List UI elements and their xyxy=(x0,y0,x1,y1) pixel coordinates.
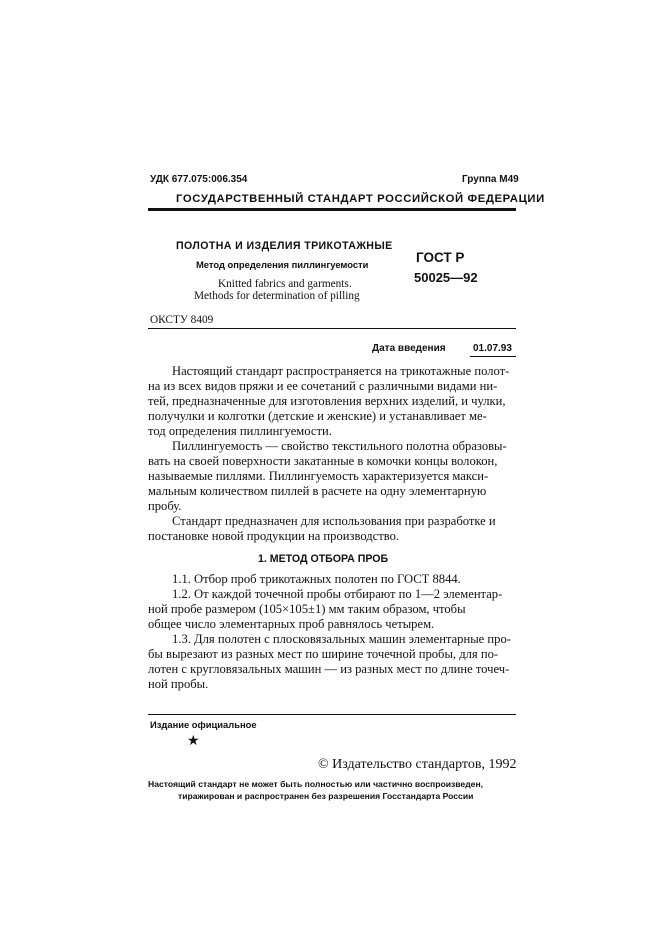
header-rule-thick xyxy=(148,208,516,211)
text-line: Стандарт предназначен для использования при разработке и xyxy=(172,514,496,528)
text-line: ной пробе размером (105×105±1) мм таким образом, чтобы xyxy=(148,602,466,616)
intro-date-value: 01.07.93 xyxy=(473,343,512,354)
text-line: 1.2. От каждой точечной пробы отбирают по 1—2 элементар- xyxy=(172,587,503,601)
text-line: постановке новой продукции на производство. xyxy=(148,529,400,543)
text-line: тей, предназначенные для изготовления верхних изделий, и чулки, xyxy=(148,394,506,408)
group-code: Группа М49 xyxy=(462,174,519,185)
intro-date-label: Дата введения xyxy=(372,343,446,354)
text-line: общее число элементарных проб равнялось четырем. xyxy=(148,617,435,631)
paragraph-definition xyxy=(148,439,516,514)
paragraph-scope xyxy=(148,364,516,439)
text-line: тод определения пиллингуемости. xyxy=(148,424,332,438)
text-line: ной пробы. xyxy=(148,677,209,691)
section-title: 1. МЕТОД ОТБОРА ПРОБ xyxy=(258,553,389,565)
text-line: мальным количеством пиллей в расчете на одну элементарную xyxy=(148,484,487,498)
title-rule xyxy=(148,328,516,329)
title-english-1: Knitted fabrics and garments. xyxy=(218,278,352,290)
clause-1-2 xyxy=(148,587,516,632)
star-icon: ★ xyxy=(187,734,200,749)
standard-title: ГОСУДАРСТВЕННЫЙ СТАНДАРТ РОССИЙСКОЙ ФЕДЕРАЦИИ xyxy=(176,193,545,205)
text-line: вать на своей поверхности закатанные в комочки концы волокон, xyxy=(148,454,498,468)
clause-1-3 xyxy=(148,632,516,692)
paragraph-purpose xyxy=(148,514,516,544)
copyright-line: © Издательство стандартов, 1992 xyxy=(318,757,517,772)
footer-rule xyxy=(148,714,516,715)
reproduction-notice-1: Настоящий стандарт не может быть полностью или частично воспроизведен, xyxy=(148,779,484,789)
text-line: лотен с кругловязальных машин — из разных мест по длине точеч- xyxy=(148,662,510,676)
text-line: получулки и колготки (детские и женские) и устанавливает ме- xyxy=(148,409,487,423)
text-line: Пиллингуемость — свойство текстильного полотна образовы- xyxy=(172,439,507,453)
document-subtitle: Метод определения пиллингуемости xyxy=(196,259,369,270)
okstu-code: ОКСТУ 8409 xyxy=(150,314,214,326)
title-english-2: Methods for determination of pilling xyxy=(194,290,360,302)
text-line: 1.1. Отбор проб трикотажных полотен по ГОСТ 8844. xyxy=(172,572,461,586)
reproduction-notice-2: тиражирован и распространен без разрешения Госстандарта России xyxy=(178,791,474,801)
text-line: Настоящий стандарт распространяется на трикотажные полот- xyxy=(172,364,510,378)
text-line: пробу. xyxy=(148,499,182,513)
document-title: ПОЛОТНА И ИЗДЕЛИЯ ТРИКОТАЖНЫЕ xyxy=(176,240,393,252)
intro-date-underline xyxy=(470,356,516,357)
gost-number: 50025—92 xyxy=(414,270,478,285)
udk-code: УДК 677.075:006.354 xyxy=(150,174,248,185)
official-edition: Издание официальное xyxy=(150,719,257,730)
text-line: бы вырезают из разных мест по ширине точечной пробы, для по- xyxy=(148,647,499,661)
text-line: называемые пиллями. Пиллингуемость характеризуется макси- xyxy=(148,469,489,483)
gost-label: ГОСТ Р xyxy=(416,250,465,265)
text-line: на из всех видов пряжи и ее сочетаний с различными видами ни- xyxy=(148,379,498,393)
clause-1-1 xyxy=(148,572,516,587)
text-line: 1.3. Для полотен с плосковязальных машин элементарные про- xyxy=(172,632,511,646)
